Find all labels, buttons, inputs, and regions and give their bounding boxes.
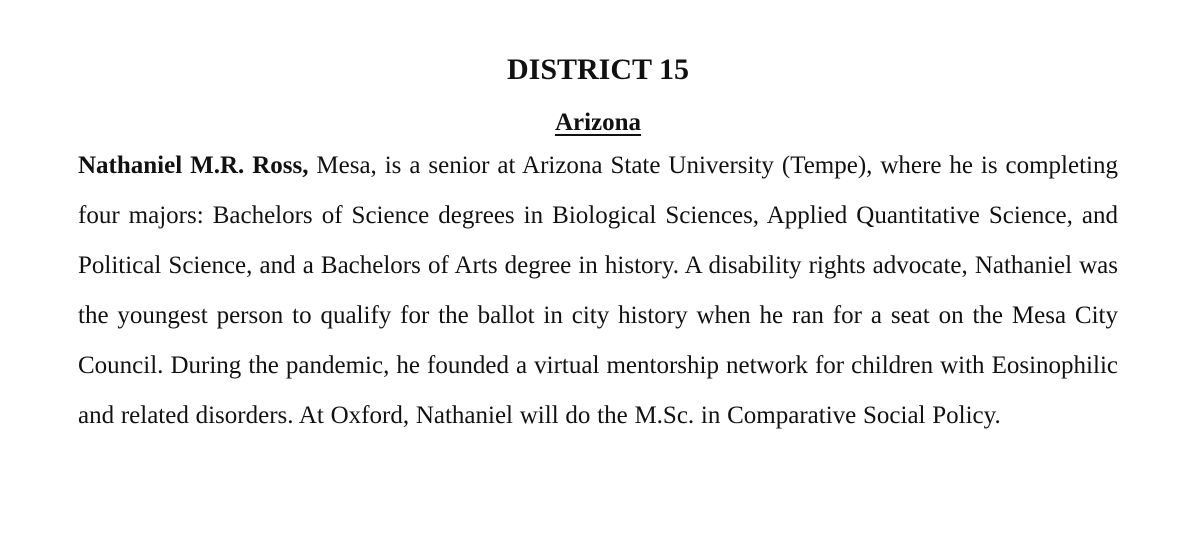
state-heading: Arizona — [554, 109, 642, 136]
bio-paragraph — [78, 141, 1118, 441]
district-title: DISTRICT 15 — [506, 53, 689, 86]
bio-text: Mesa, is a senior at Arizona State University (Tempe), where he is completing four majors: Bachelors of Science degrees in Biological Sciences, Applied Quantitative Science, and Political Science, and a Bachelors of Arts degree in history. A disability rights advocate, Nathaniel was the youngest person to qualify for the ballot in city history when he ran for a seat on the Mesa City Council. During the pandemic, he founded a virtual mentorship network for children with Eosinophilic and related disorders. At Oxford, Nathaniel will do the M.Sc. in Comparative Social Policy. — [78, 152, 1118, 429]
scholar-name: Nathaniel M.R. Ross, — [78, 152, 309, 179]
document-page — [78, 50, 1118, 441]
